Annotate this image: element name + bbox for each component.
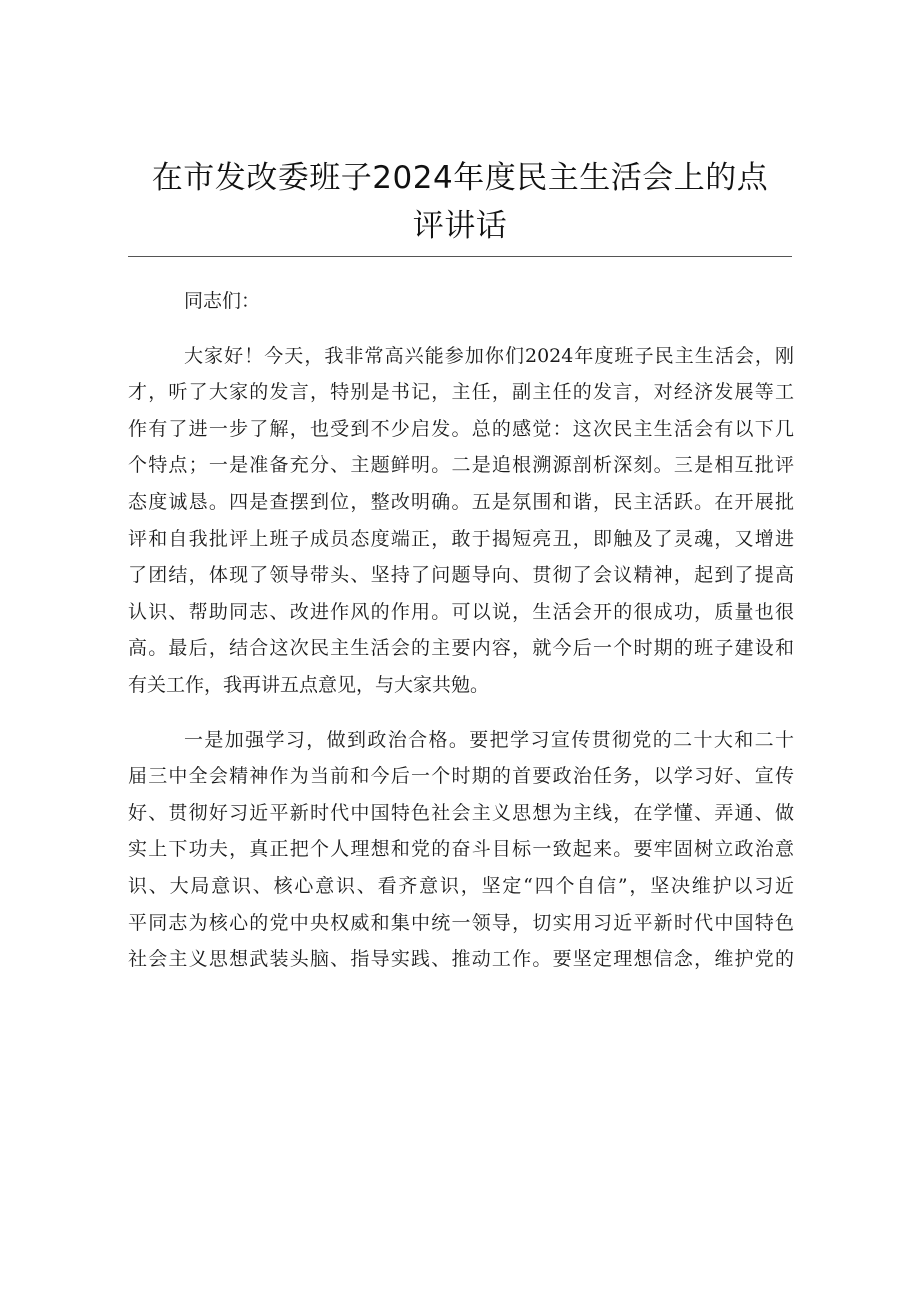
text-line: 了团结，体现了领导带头、坚持了问题导向、贯彻了会议精神，起到了提高 — [128, 564, 794, 587]
salutation: 同志们： — [184, 290, 261, 312]
text-line: 好、贯彻好习近平新时代中国特色社会主义思想为主线，在学懂、弄通、做 — [128, 801, 794, 824]
text-line: 实上下功夫，真正把个人理想和党的奋斗目标一致起来。要牢固树立政治意 — [128, 838, 794, 861]
document-title — [128, 158, 792, 246]
text-line: 届三中全会精神作为当前和今后一个时期的首要政治任务，以学习好、宣传 — [128, 765, 794, 788]
paragraph-opening — [128, 338, 794, 704]
text-line: 个特点；一是准备充分、主题鲜明。二是追根溯源剖析深刻。三是相互批评 — [128, 454, 794, 477]
paragraph-spacer — [128, 704, 794, 722]
paragraph-point-one — [128, 722, 794, 978]
title-divider — [128, 256, 792, 257]
text-line: 平同志为核心的党中央权威和集中统一领导，切实用习近平新时代中国特色 — [128, 911, 794, 934]
paragraph-spacer — [128, 320, 794, 338]
text-line: 有关工作，我再讲五点意见，与大家共勉。 — [128, 673, 490, 696]
title-line-1: 在市发改委班子2024年度民主生活会上的点 — [151, 160, 769, 196]
text-line: 识、大局意识、核心意识、看齐意识，坚定“四个自信”，坚决维护以习近 — [128, 874, 794, 897]
text-line: 态度诚恳。四是查摆到位，整改明确。五是氛围和谐，民主活跃。在开展批 — [128, 490, 794, 513]
text-line: 认识、帮助同志、改进作风的作用。可以说，生活会开的很成功，质量也很 — [128, 600, 794, 623]
text-line: 一是加强学习，做到政治合格。要把学习宣传贯彻党的二十大和二十 — [184, 728, 794, 751]
document-body — [128, 283, 794, 978]
text-line: 大家好！今天，我非常高兴能参加你们2024年度班子民主生活会，刚 — [184, 344, 794, 367]
text-line: 评和自我批评上班子成员态度端正，敢于揭短亮丑，即触及了灵魂，又增进 — [128, 527, 794, 550]
title-line-2: 评讲话 — [412, 208, 508, 244]
text-line: 才，听了大家的发言，特别是书记，主任，副主任的发言，对经济发展等工 — [128, 381, 794, 404]
text-line: 作有了进一步了解，也受到不少启发。总的感觉：这次民主生活会有以下几 — [128, 417, 794, 440]
text-line: 高。最后，结合这次民主生活会的主要内容，就今后一个时期的班子建设和 — [128, 637, 794, 660]
text-line: 社会主义思想武装头脑、指导实践、推动工作。要坚定理想信念，维护党的 — [128, 948, 794, 971]
